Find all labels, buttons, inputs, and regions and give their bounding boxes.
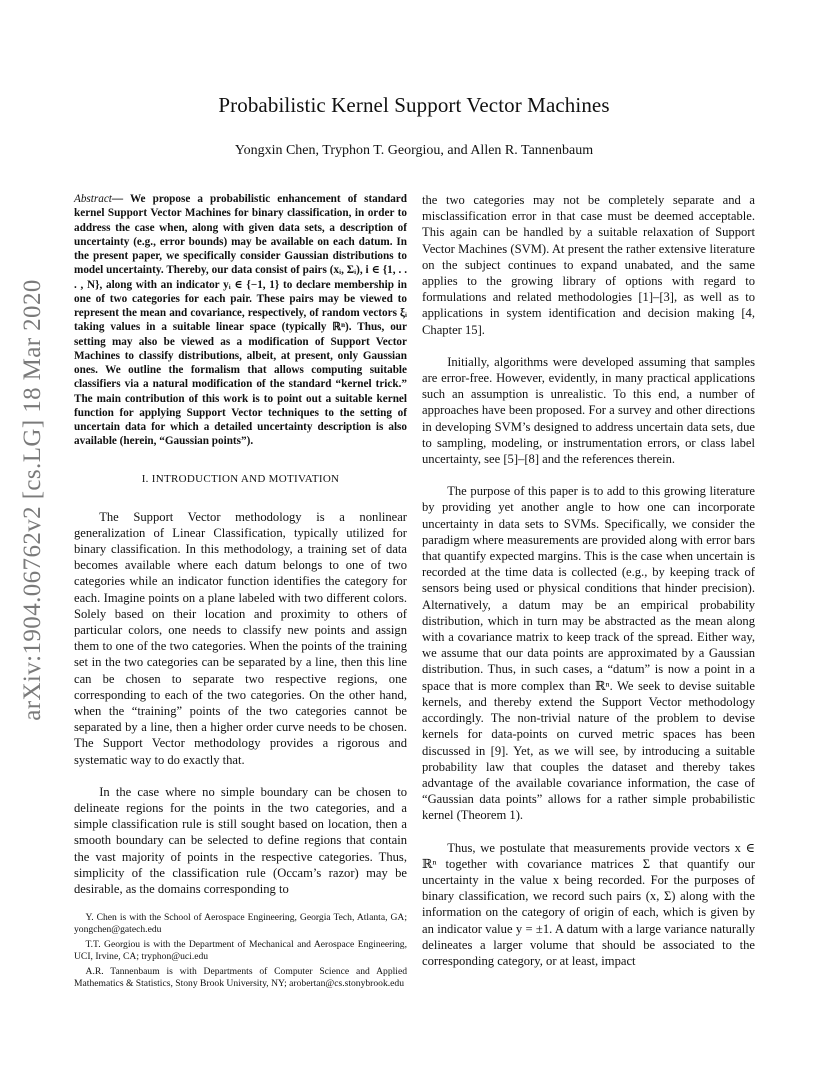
footnote: A.R. Tannenbaum is with Departments of Computer Science and Applied Mathematics & Statistics, Stony Brook University, NY; arobertan@cs.stonybrook.edu — [74, 965, 407, 990]
paper-title: Probabilistic Kernel Support Vector Machines — [218, 93, 610, 117]
left-column — [74, 192, 407, 897]
arxiv-sidebar-stamp — [8, 265, 58, 735]
body-paragraph: In the case where no simple boundary can be chosen to delineate regions for the points in the two categories, and a simple classification rule is still sought based on location, then a smooth boundary can be selected to define regions that contain the vast majority of points in the respective categories. Thus, simplicity of the classification rule (Occam’s razor) may be desirable, as the domains corresponding to — [74, 784, 407, 896]
body-paragraph: The Support Vector methodology is a nonlinear generalization of Linear Classification, typically utilized for binary classification. In this methodology, a training set of data becomes available where each datum belongs to one of two categories while an indicator function identifies the category for each. Imagine points on a plane labeled with two different colors. Solely based on their location and proximity to others of particular colors, one needs to classify new points and assign them to one of the two categories. When the points of the training set in the two categories can be separated by a line, then this line can be chosen to separate two respective regions, one corresponding to each of the two categories. On the other hand, when the “training” points of the two categories cannot be separated by a line, then a higher order curve needs to be chosen. The Support Vector methodology provides a rigorous and systematic way to do exactly that. — [74, 509, 407, 767]
arxiv-identifier: arXiv:1904.06762v2 [cs.LG] 18 Mar 2020 — [19, 279, 46, 721]
section-heading: I. INTRODUCTION AND MOTIVATION — [141, 472, 340, 485]
footnote: T.T. Georgiou is with the Department of Mechanical and Aerospace Engineering, UCI, Irvine, CA; tryphon@uci.edu — [74, 938, 407, 963]
right-column — [422, 192, 755, 969]
author-footnotes — [74, 912, 407, 992]
body-paragraph: the two categories may not be completely separate and a misclassification error in that case must be deemed acceptable. This again can be handled by a suitable relaxation of Support Vector Machines (SVM). At present the rather extensive literature on the subject continues to expand unabated, and the same applies to the growing library of options with regard to formulations and related methodologies [1]–[3], as well as to applications in system identification and decision making [4, Chapter 15]. — [422, 193, 755, 337]
footnote: Y. Chen is with the School of Aerospace Engineering, Georgia Tech, Atlanta, GA; yongchen@gatech.edu — [74, 912, 407, 936]
abstract-lead: Abstract — [74, 193, 112, 205]
abstract-text: — We propose a probabilistic enhancement of standard kernel Support Vector Machines for binary classification, in order to address the case when, along with given data sets, a description of uncertainty (e.g., error bounds) may be available on each datum. In the present paper, we specifically consider Gaussian distributions to model uncertainty. Thereby, our data consist of pairs (xᵢ, Σᵢ), i ∈ {1, . . . , N}, along with an indicator yᵢ ∈ {−1, 1} to declare membership in one of two categories for each pair. These pairs may be viewed to represent the mean and covariance, respectively, of random vectors ξᵢ taking values in a suitable linear space (typically ℝⁿ). Thus, our setting may also be viewed as a modification of Support Vector Machines to classify distributions, albeit, at present, only Gaussian ones. We outline the formalism that allows computing suitable classifiers via a natural modification of the standard “kernel trick.” The main contribution of this work is to point out a suitable kernel function for applying Support Vector techniques to the setting of uncertain data for which a detailed uncertainty description is also available (herein, “Gaussian points”). — [74, 193, 407, 448]
author-list: Yongxin Chen, Tryphon T. Georgiou, and Allen R. Tannenbaum — [234, 143, 594, 158]
body-paragraph: Thus, we postulate that measurements provide vectors x ∈ ℝⁿ together with covariance matrices Σ that quantify our uncertainty in the value x being recorded. For the purposes of binary classification, we record such pairs (x, Σ) along with the information on the category of origin of each, which is given by an indicator value y = ±1. A datum with a large variance naturally delineates a larger volume that should be associated to the corresponding category, or at least, impact — [422, 840, 755, 968]
abstract — [74, 192, 407, 449]
body-paragraph: The purpose of this paper is to add to this growing literature by providing yet another angle to how one can incorporate uncertainty in data sets to SVMs. Specifically, we consider the paradigm where measurements are provided along with error bars that quantify expected margins. This is the case when uncertain is recorded at the time data is collected (e.g., by keeping track of sensors being used or physical conditions that hinder precision). Alternatively, a datum may be an empirical probability distribution, which in turn may be abstracted as the mean along with a covariance matrix to keep track of the spread. Either way, we assume that our data points are approximated by a Gaussian distribution. Thus, in such cases, a “datum” is now a point in a space that is more complex than ℝⁿ. We seek to devise suitable kernels, and thereby extend the Support Vector methodology accordingly. The non-trivial nature of the problem to devise kernels for data-points on curved metric spaces has been discussed in [9]. Yet, as we will see, by introducing a suitable probability law that couples the dataset and thereby takes advantage of the available covariance information, the case of “Gaussian data points” allows for a rather simple probabilistic kernel (Theorem 1). — [422, 484, 755, 823]
body-paragraph: Initially, algorithms were developed assuming that samples are error-free. However, evidently, in many practical applications such an assumption is unrealistic. To this end, a number of approaches have been proposed. For a survey and other directions in developing SVM’s designed to address uncertain data sets, due to sampling, modeling, or instrumentation errors, or class label uncertainty, see [5]–[8] and the references therein. — [422, 354, 755, 467]
